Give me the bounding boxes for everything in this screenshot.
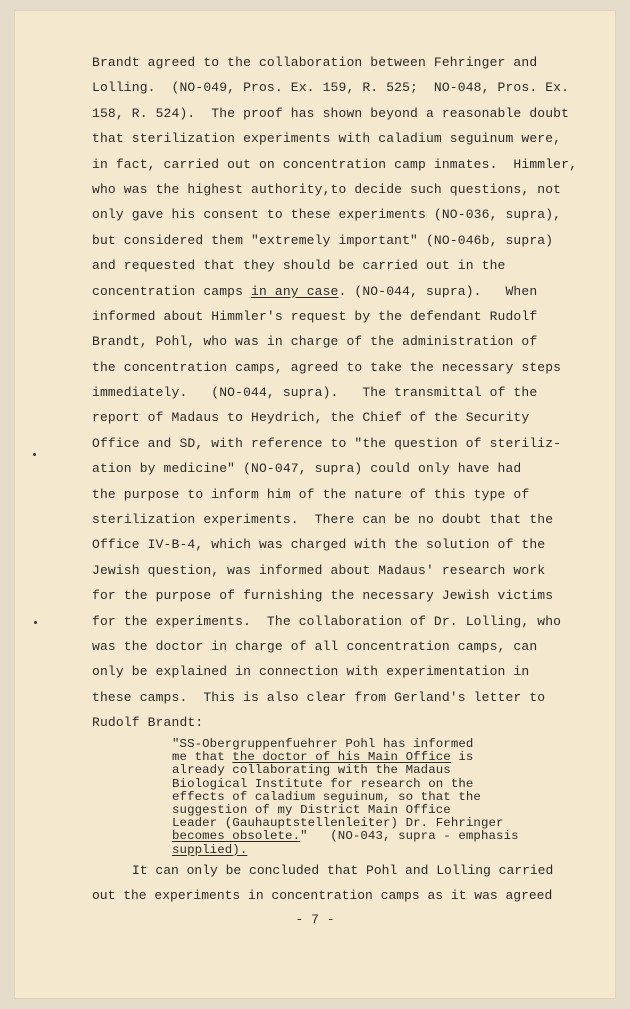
text-line: in fact, carried out on concentration camp inmates. Himmler, (92, 156, 578, 172)
text-line: informed about Himmler's request by the defendant Rudolf (92, 308, 538, 324)
quote-line: suggestion of my District Main Office (172, 802, 451, 817)
text-segment: is (450, 750, 474, 765)
text-segment: " (NO-043, supra - emphasis (300, 829, 519, 844)
quote-line: Biological Institute for research on the (172, 776, 474, 791)
text-line: only be explained in connection with experimentation in (92, 664, 530, 680)
text-line: Brandt, Pohl, who was in charge of the administration of (92, 334, 538, 350)
text-line: sterilization experiments. There can be no doubt that the (92, 512, 554, 528)
quote-line: "SS-Obergruppenfuehrer Pohl has informed (172, 737, 474, 751)
text-line: these camps. This is also clear from Gerland's letter to (92, 689, 546, 705)
text-segment: . (NO-044, supra). When (338, 283, 538, 299)
text-line: the purpose to inform him of the nature of this type of (92, 486, 530, 502)
quote-line: already collaborating with the Madaus (172, 763, 451, 778)
text-line: 158, R. 524). The proof has shown beyond a reasonable doubt (92, 105, 570, 121)
text-segment: me that (172, 750, 233, 765)
text-line: only gave his consent to these experiments (NO-036, supra), (92, 207, 562, 223)
text-line: the concentration camps, agreed to take the necessary steps (92, 359, 562, 375)
underlined-emphasis: becomes obsolete. (172, 829, 301, 844)
text-line: but considered them "extremely important" (NO-046b, supra) (92, 232, 554, 248)
text-line: report of Madaus to Heydrich, the Chief of the Security (92, 410, 530, 426)
text-line (92, 279, 562, 304)
text-line: was the doctor in charge of all concentration camps, can (92, 638, 538, 654)
text-line: that sterilization experiments with caladium seguinum were, (92, 131, 562, 147)
text-line: Rudolf Brandt: (92, 715, 204, 731)
closing-paragraph (92, 858, 562, 909)
underlined-emphasis: the doctor of his Main Office (232, 750, 451, 765)
quote-line: effects of caladium seguinum, so that the (172, 789, 481, 804)
text-line: It can only be concluded that Pohl and Lolling carried (132, 863, 554, 878)
text-line: for the experiments. The collaboration of Dr. Lolling, who (92, 613, 562, 629)
text-line: out the experiments in concentration camps as it was agreed (92, 888, 553, 904)
page-number: - 7 - (295, 912, 335, 927)
text-line: Brandt agreed to the collaboration between Fehringer and (92, 55, 538, 70)
main-paragraph (92, 50, 578, 736)
quote-line (172, 830, 532, 843)
margin-mark (33, 453, 36, 456)
text-line: Office IV-B-4, which was charged with the solution of the (92, 537, 546, 553)
quote-line: supplied). (172, 842, 248, 857)
text-line: for the purpose of furnishing the necessary Jewish victims (92, 588, 554, 604)
text-line: Jewish question, was informed about Madaus' research work (92, 562, 546, 578)
text-line: ation by medicine" (NO-047, supra) could only have had (92, 461, 522, 477)
margin-mark (34, 621, 37, 624)
text-segment: concentration camps (92, 283, 252, 299)
quote-line: Leader (Gauhauptstellenleiter) Dr. Fehringer (172, 816, 504, 831)
text-line: and requested that they should be carried out in the (92, 258, 506, 274)
text-line: immediately. (NO-044, supra). The transmittal of the (92, 385, 538, 401)
block-quote (172, 738, 532, 857)
text-line: Lolling. (NO-049, Pros. Ex. 159, R. 525; NO-048, Pros. Ex. (92, 80, 570, 96)
text-line: who was the highest authority,to decide such questions, not (92, 181, 562, 197)
underlined-emphasis: in any case (251, 283, 339, 299)
text-line: Office and SD, with reference to "the question of steriliz- (92, 435, 562, 451)
